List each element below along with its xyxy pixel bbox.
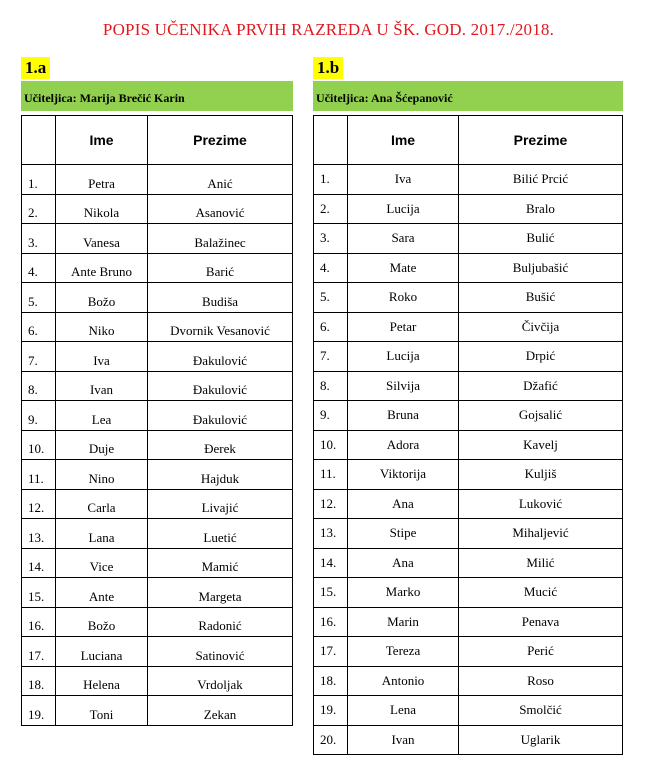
- student-name: Ivan: [56, 371, 148, 401]
- student-number: 4.: [314, 253, 348, 283]
- student-number: 7.: [22, 342, 56, 372]
- student-surname: Perić: [459, 637, 623, 667]
- student-surname: Luetić: [148, 519, 293, 549]
- table-row: [314, 342, 623, 372]
- student-number: 2.: [22, 194, 56, 224]
- class-label: 1.b: [313, 57, 343, 79]
- table-row: [314, 548, 623, 578]
- student-name: Niko: [56, 312, 148, 342]
- table-row: [22, 224, 293, 254]
- page-title: POPIS UČENIKA PRVIH RAZREDA U ŠK. GOD. 2017./2018.: [102, 20, 555, 39]
- table-row: [22, 489, 293, 519]
- student-name: Vice: [56, 548, 148, 578]
- table-row: [22, 430, 293, 460]
- student-name: Sara: [348, 224, 459, 254]
- student-name: Ana: [348, 548, 459, 578]
- student-surname: Dvornik Vesanović: [148, 312, 293, 342]
- student-surname: Penava: [459, 607, 623, 637]
- header-surname: Prezime: [148, 116, 293, 165]
- student-number: 10.: [22, 430, 56, 460]
- student-number: 14.: [314, 548, 348, 578]
- student-number: 6.: [22, 312, 56, 342]
- table-row: [22, 578, 293, 608]
- student-number: 20.: [314, 725, 348, 755]
- student-name: Nino: [56, 460, 148, 490]
- table-row: [22, 696, 293, 726]
- table-row: [314, 666, 623, 696]
- student-surname: Roso: [459, 666, 623, 696]
- student-surname: Satinović: [148, 637, 293, 667]
- table-row: [314, 607, 623, 637]
- header-name: Ime: [56, 116, 148, 165]
- student-number: 6.: [314, 312, 348, 342]
- student-name: Božo: [56, 283, 148, 313]
- student-number: 18.: [314, 666, 348, 696]
- student-number: 13.: [314, 519, 348, 549]
- student-surname: Kavelj: [459, 430, 623, 460]
- student-name: Nikola: [56, 194, 148, 224]
- student-surname: Luković: [459, 489, 623, 519]
- student-number: 1.: [314, 165, 348, 195]
- student-name: Mate: [348, 253, 459, 283]
- student-name: Lea: [56, 401, 148, 431]
- table-row: [314, 460, 623, 490]
- student-surname: Vrdoljak: [148, 666, 293, 696]
- students-table-1a: [21, 115, 293, 726]
- student-number: 5.: [314, 283, 348, 313]
- student-name: Lana: [56, 519, 148, 549]
- student-number: 15.: [22, 578, 56, 608]
- table-row: [314, 165, 623, 195]
- student-surname: Džafić: [459, 371, 623, 401]
- student-name: Ivan: [348, 725, 459, 755]
- table-row: [22, 194, 293, 224]
- student-surname: Bilić Prcić: [459, 165, 623, 195]
- student-surname: Smolčić: [459, 696, 623, 726]
- student-number: 19.: [22, 696, 56, 726]
- student-number: 2.: [314, 194, 348, 224]
- students-table-1b: [313, 115, 623, 755]
- student-surname: Livajić: [148, 489, 293, 519]
- table-header-row: [314, 116, 623, 165]
- student-name: Antonio: [348, 666, 459, 696]
- header-surname: Prezime: [459, 116, 623, 165]
- student-name: Silvija: [348, 371, 459, 401]
- table-row: [22, 312, 293, 342]
- student-number: 11.: [22, 460, 56, 490]
- table-row: [314, 578, 623, 608]
- student-surname: Đerek: [148, 430, 293, 460]
- table-row: [314, 696, 623, 726]
- student-name: Marin: [348, 607, 459, 637]
- table-header-row: [22, 116, 293, 165]
- table-row: [22, 342, 293, 372]
- student-name: Vanesa: [56, 224, 148, 254]
- table-row: [314, 371, 623, 401]
- table-row: [22, 371, 293, 401]
- student-name: Božo: [56, 607, 148, 637]
- student-surname: Mamić: [148, 548, 293, 578]
- student-name: Roko: [348, 283, 459, 313]
- student-number: 4.: [22, 253, 56, 283]
- student-name: Ante Bruno: [56, 253, 148, 283]
- table-row: [314, 519, 623, 549]
- student-surname: Gojsalić: [459, 401, 623, 431]
- table-row: [22, 607, 293, 637]
- table-row: [314, 401, 623, 431]
- student-name: Lena: [348, 696, 459, 726]
- student-number: 3.: [22, 224, 56, 254]
- table-row: [22, 637, 293, 667]
- header-number: [22, 116, 56, 165]
- table-row: [22, 666, 293, 696]
- student-surname: Mihaljević: [459, 519, 623, 549]
- student-number: 15.: [314, 578, 348, 608]
- student-surname: Drpić: [459, 342, 623, 372]
- student-name: Viktorija: [348, 460, 459, 490]
- student-surname: Budiša: [148, 283, 293, 313]
- table-row: [314, 725, 623, 755]
- student-name: Ana: [348, 489, 459, 519]
- student-number: 14.: [22, 548, 56, 578]
- student-name: Iva: [56, 342, 148, 372]
- student-number: 17.: [314, 637, 348, 667]
- student-number: 8.: [22, 371, 56, 401]
- table-row: [22, 165, 293, 195]
- student-number: 3.: [314, 224, 348, 254]
- table-row: [314, 637, 623, 667]
- student-name: Adora: [348, 430, 459, 460]
- table-row: [22, 401, 293, 431]
- student-surname: Đakulović: [148, 401, 293, 431]
- student-name: Marko: [348, 578, 459, 608]
- student-surname: Mucić: [459, 578, 623, 608]
- teacher-name: Učiteljica: Marija Brečić Karin: [21, 81, 293, 111]
- student-surname: Čivčija: [459, 312, 623, 342]
- student-name: Lucija: [348, 342, 459, 372]
- student-surname: Hajduk: [148, 460, 293, 490]
- student-name: Lucija: [348, 194, 459, 224]
- student-name: Tereza: [348, 637, 459, 667]
- student-number: 9.: [314, 401, 348, 431]
- table-row: [314, 312, 623, 342]
- student-name: Bruna: [348, 401, 459, 431]
- student-number: 16.: [314, 607, 348, 637]
- student-surname: Đakulović: [148, 342, 293, 372]
- student-name: Toni: [56, 696, 148, 726]
- student-name: Duje: [56, 430, 148, 460]
- student-surname: Radonić: [148, 607, 293, 637]
- header-name: Ime: [348, 116, 459, 165]
- table-row: [314, 194, 623, 224]
- student-number: 19.: [314, 696, 348, 726]
- student-number: 17.: [22, 637, 56, 667]
- table-row: [314, 283, 623, 313]
- student-surname: Bulić: [459, 224, 623, 254]
- student-surname: Barić: [148, 253, 293, 283]
- student-surname: Bušić: [459, 283, 623, 313]
- student-name: Petra: [56, 165, 148, 195]
- student-name: Stipe: [348, 519, 459, 549]
- student-name: Petar: [348, 312, 459, 342]
- student-name: Ante: [56, 578, 148, 608]
- student-name: Helena: [56, 666, 148, 696]
- table-row: [314, 224, 623, 254]
- header-number: [314, 116, 348, 165]
- student-number: 18.: [22, 666, 56, 696]
- student-surname: Buljubašić: [459, 253, 623, 283]
- table-row: [22, 283, 293, 313]
- student-number: 1.: [22, 165, 56, 195]
- student-surname: Uglarik: [459, 725, 623, 755]
- student-surname: Bralo: [459, 194, 623, 224]
- table-row: [314, 489, 623, 519]
- table-row: [22, 548, 293, 578]
- student-surname: Balažinec: [148, 224, 293, 254]
- student-name: Luciana: [56, 637, 148, 667]
- student-number: 7.: [314, 342, 348, 372]
- student-number: 8.: [314, 371, 348, 401]
- teacher-name: Učiteljica: Ana Šćepanović: [313, 81, 623, 111]
- class-1b-section: [313, 57, 623, 755]
- student-number: 13.: [22, 519, 56, 549]
- student-number: 16.: [22, 607, 56, 637]
- student-surname: Milić: [459, 548, 623, 578]
- student-surname: Margeta: [148, 578, 293, 608]
- table-row: [314, 253, 623, 283]
- student-surname: Đakulović: [148, 371, 293, 401]
- student-number: 5.: [22, 283, 56, 313]
- table-row: [22, 460, 293, 490]
- student-number: 12.: [314, 489, 348, 519]
- student-number: 9.: [22, 401, 56, 431]
- student-surname: Asanović: [148, 194, 293, 224]
- class-label: 1.a: [21, 57, 50, 79]
- class-1a-section: [21, 57, 293, 726]
- student-surname: Anić: [148, 165, 293, 195]
- table-row: [314, 430, 623, 460]
- student-number: 11.: [314, 460, 348, 490]
- table-row: [22, 519, 293, 549]
- student-number: 12.: [22, 489, 56, 519]
- student-surname: Kuljiš: [459, 460, 623, 490]
- student-name: Carla: [56, 489, 148, 519]
- student-number: 10.: [314, 430, 348, 460]
- student-name: Iva: [348, 165, 459, 195]
- student-surname: Zekan: [148, 696, 293, 726]
- table-row: [22, 253, 293, 283]
